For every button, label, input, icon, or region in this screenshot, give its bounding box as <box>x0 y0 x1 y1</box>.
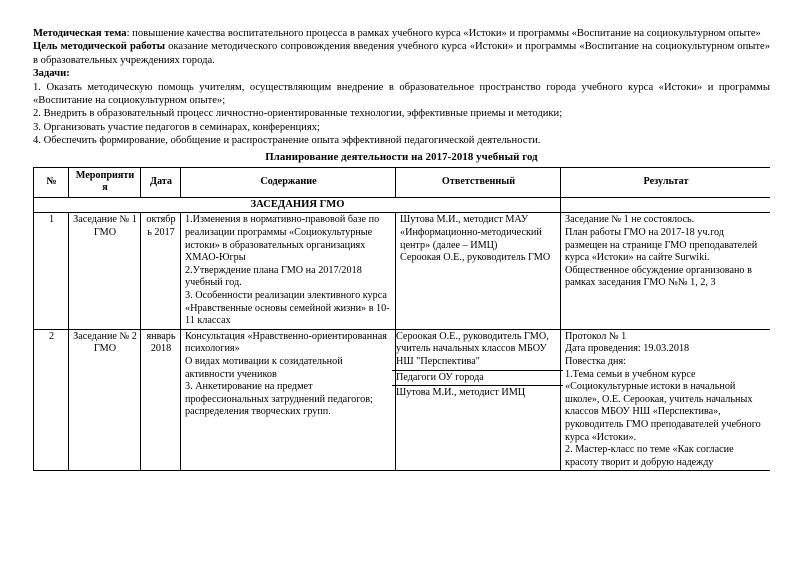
responsible-line: Сероокая О.Е., руководитель ГМО <box>400 252 551 264</box>
column-header-result: Результат <box>561 167 771 197</box>
task-item-1: 1. Оказать методическую помощь учителям, осуществляющим внедрение в образовательное пространство города учебного курса «Истоки» и программы «Воспитание на социокультурном опыте»; <box>33 81 770 107</box>
table-section-row <box>34 197 771 213</box>
goal-label: Цель методической работы <box>33 41 165 53</box>
content-line: О видах мотивации к созидательной активности учеников <box>185 355 343 380</box>
content-line: 2.Утверждение плана ГМО на 2017/2018 учебный год. <box>185 264 362 289</box>
column-header-date: Дата <box>141 167 181 197</box>
methodical-theme-paragraph <box>33 27 770 40</box>
row-number-2: 2 <box>34 329 69 471</box>
methodical-theme-text: : повышение качества воспитательного процесса в рамках учебного курса «Истоки» и программы «Воспитание на социокультурном опыте» <box>126 28 761 39</box>
result-line: 2. Мастер-класс по теме «Как согласие красоту творит и добрую надежду <box>565 444 734 468</box>
result-line: 1.Тема семьи в учебном курсе «Социокультурные истоки в начальной школе», О.Е. Сероокая, учитель начальных классов МБОУ НШ «Перспектива», руководитель ГМО преподавателей учебного курса «Истоки». <box>565 368 761 443</box>
table-row <box>34 213 771 329</box>
content-line: Консультация «Нравственно-ориентированная психология» <box>185 330 387 355</box>
plan-table-wrapper <box>33 167 770 519</box>
section-result-cell <box>561 197 771 213</box>
row-content-1 <box>181 213 396 329</box>
row-result-1 <box>561 213 771 329</box>
goal-paragraph <box>33 40 770 67</box>
content-line: 1.Изменения в нормативно-правовой базе по реализации программы «Социокультурные истоки» в образовательных организациях ХМАО-Югры <box>185 214 380 264</box>
responsible-line: Шутова М.И., методист МАУ «Информационно-методический центр» (далее – ИМЦ) <box>400 214 542 251</box>
task-item-2: 2. Внедрить в образовательный процесс личностно-ориентированные технологии, эффективные приемы и методики; <box>33 108 563 120</box>
table-row <box>34 329 771 471</box>
responsible-subcell: Педагоги ОУ города <box>392 371 563 387</box>
tasks-label: Задачи: <box>33 68 70 80</box>
responsible-subcell: Шутова М.И., методист ИМЦ <box>396 387 526 399</box>
section-title-zasedaniya-gmo: ЗАСЕДАНИЯ ГМО <box>34 197 561 213</box>
row-result-2 <box>561 329 771 471</box>
result-line: Заседание № 1 не состоялось. <box>565 214 695 226</box>
row-number-1: 1 <box>34 213 69 329</box>
result-line: План работы ГМО на 2017-18 уч.год размещен на странице ГМО преподавателей курса «Истоки» на сайте Surwiki. <box>565 227 758 264</box>
row-event-1: Заседание № 1 ГМО <box>69 213 141 329</box>
responsible-subcell: Сероокая О.Е., руководитель ГМО, учитель начальных классов МБОУ НШ "Перспектива" <box>392 330 563 371</box>
intro-section <box>33 27 770 148</box>
task-item-4: 4. Обеспечить формирование, обобщение и распространение опыта эффективной педагогической деятельности. <box>33 135 541 147</box>
column-header-content: Содержание <box>181 167 396 197</box>
page-title: Планирование деятельности на 2017-2018 учебный год <box>265 150 538 163</box>
row-event-2: Заседание № 2 ГМО <box>69 329 141 471</box>
content-line: 3. Анкетирование на предмет профессиональных затруднений педагогов; распределения творческих групп. <box>185 381 373 418</box>
column-header-responsible: Ответственный <box>396 167 561 197</box>
result-line: Протокол № 1 <box>565 330 627 342</box>
result-line: Повестка дня: <box>565 355 626 367</box>
methodical-theme-label: Методическая тема <box>33 28 127 39</box>
goal-text: оказание методического сопровождения введения учебного курса «Истоки» и программы «Воспитание на социокультурном опыте» в образовательных учреждениях города. <box>33 41 770 66</box>
table-header-row <box>34 167 771 197</box>
row-responsible-1 <box>396 213 561 329</box>
task-item-3: 3. Организовать участие педагогов в семинарах, конференциях; <box>33 121 320 133</box>
row-content-2 <box>181 329 396 471</box>
content-line: 3. Особенности реализации элективного курса «Нравственные основы семейной жизни» в 10-11 классах <box>185 290 390 327</box>
row-date-2: январь 2018 <box>141 329 181 471</box>
row-responsible-2 <box>396 329 561 471</box>
column-header-number: № <box>34 167 69 197</box>
result-line: Общественное обсуждение организовано в рамках заседания ГМО №№ 1, 2, 3 <box>565 264 752 289</box>
column-header-event: Мероприятия <box>69 167 141 197</box>
result-line: Дата проведения: 19.03.2018 <box>565 343 690 355</box>
row-date-1: октябрь 2017 <box>141 213 181 329</box>
plan-table <box>33 167 770 472</box>
